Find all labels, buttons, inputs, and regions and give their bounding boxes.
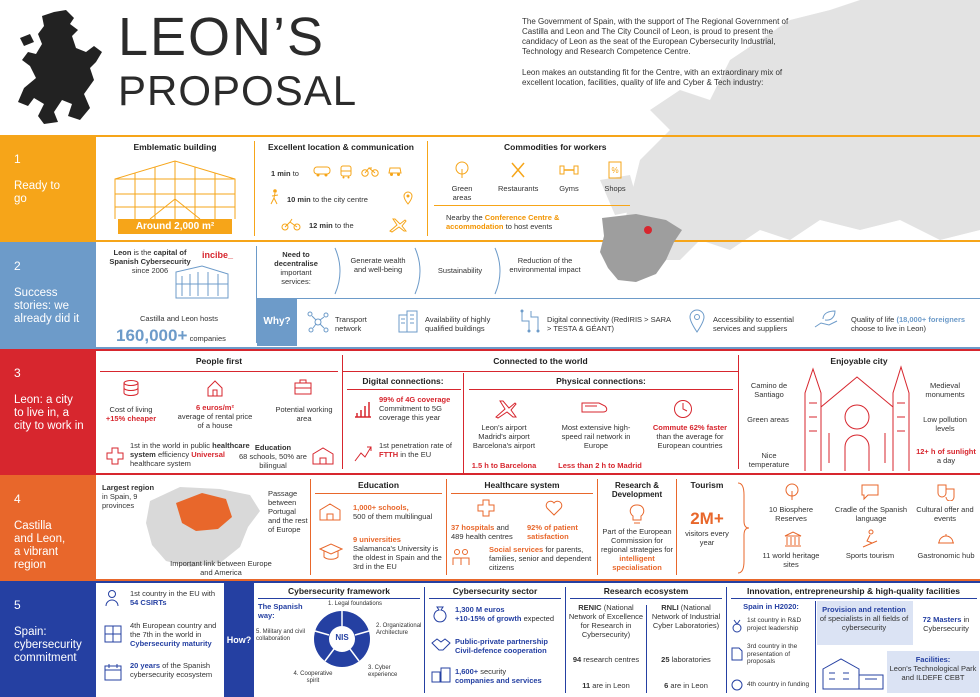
healthcare-text: 1st in the world in public healthcare system efficiency Universal healthcare system: [130, 441, 250, 468]
location-cell: [255, 137, 427, 240]
incibe-cell: [96, 242, 256, 347]
rnli-labs: 25 laboratories: [661, 655, 711, 664]
region-cell: [96, 475, 310, 579]
dumbbell-icon: [558, 161, 580, 179]
health-cross-icon: [477, 499, 495, 517]
enjoy-pollution: Low pollution levels: [923, 415, 967, 433]
health-cross-icon: [106, 447, 124, 465]
enjoy-sunlight: 12+ h of sunlight a day: [916, 447, 976, 465]
speech-bubble-icon: [860, 483, 880, 501]
theatre-masks-icon: [936, 483, 956, 501]
fw-architecture: 2. Organizational Architecture: [376, 623, 422, 636]
incibe-logo: incibe_: [202, 250, 234, 260]
lion-logo: [14, 8, 106, 126]
calendar-icon: [104, 663, 122, 681]
renic-leon: 11 are in Leon: [582, 681, 630, 690]
sector-partnership: Public-private partnership Civil-defence cooperation: [455, 637, 548, 655]
funding-icon: [731, 679, 743, 691]
companies-icon: [431, 667, 451, 683]
enjoy-temperature: Nice temperature: [748, 451, 790, 469]
tourism-items: [752, 475, 980, 579]
renic-centres: 94 research centres: [572, 655, 640, 664]
fiber-arrow-icon: [353, 443, 373, 463]
fw-cooperative: 4. Cooperative spirit: [293, 671, 333, 684]
connected-cell: [343, 351, 738, 473]
4g-coverage: 99% of 4G coverage Commitment to 5G coverage this year: [379, 395, 451, 422]
tree-icon: [784, 483, 800, 501]
rental-price: 6 euros/m² average of rental price of a house: [177, 403, 253, 430]
rnli-text: RNLI (National Network of Industrial Cyber Laboratories): [651, 603, 721, 630]
network-icon: [307, 311, 329, 333]
barcelona-time: 1.5 h to Barcelona: [471, 461, 537, 470]
framework-title: Cybersecurity framework: [287, 586, 391, 596]
handshake-icon: [431, 637, 451, 653]
location-1min: 1 min to: [271, 169, 299, 178]
section-title: Spain: cybersecurity commitment: [14, 626, 82, 664]
network-grid-icon: [104, 625, 122, 643]
america-link: Important link between Europe and America: [170, 559, 272, 577]
buildings-icon: [397, 309, 419, 333]
tourism-title: Tourism: [690, 480, 724, 490]
skier-icon: [862, 529, 878, 549]
section-number: 2: [14, 259, 21, 273]
satisfaction-text: 92% of patient satisfaction: [527, 523, 578, 541]
provision-text: Provision and retention of specialists in all fields of cybersecurity: [819, 605, 909, 632]
education-cell: [311, 475, 446, 579]
row-success-stories: [96, 242, 980, 349]
section-3-band: [0, 349, 96, 475]
flow-sustainability: Sustainability: [437, 266, 483, 275]
tour-language: Cradle of the Spanish language: [834, 505, 908, 523]
commodity-shops: % Shops: [600, 161, 630, 202]
maturity-text: 4th European country and the 7th in the world in Cybersecurity maturity: [130, 621, 217, 648]
why-buildings: Availability of highly qualified buildings: [425, 315, 491, 333]
schools-text: 1,000+ schools, 500 of them multilingual: [353, 503, 433, 521]
tourism-cell: [677, 475, 737, 579]
madrid-time: Less than 2 h to Madrid: [558, 461, 642, 470]
airplane-icon: [495, 399, 517, 419]
food-dish-icon: [936, 531, 956, 547]
section-4-band: [0, 475, 96, 581]
location-title: Excellent location & communication: [268, 142, 414, 152]
cutlery-icon: [509, 161, 527, 179]
person-icon: [104, 589, 120, 607]
section-5-band: [0, 581, 96, 697]
why-connectivity: Digital connectivity (RedIRIS > SARA > TESTA & GÉANT): [547, 315, 671, 333]
sector-companies: 1,600+ security companies and services: [455, 667, 542, 685]
page-title-line2: PROPOSAL: [118, 67, 358, 114]
section-2-band: [0, 242, 96, 349]
tourism-visitors-text: visitors every year: [685, 529, 729, 547]
passage-text: Passage between Portugal and the rest of Europe: [268, 489, 308, 534]
family-icon: [451, 547, 471, 567]
research-cell: [566, 583, 726, 697]
section-title: Success stories: we already did it: [14, 287, 80, 325]
enjoyable-city-cell: [739, 351, 980, 473]
clock-icon: [673, 399, 693, 419]
location-pin-icon: [689, 309, 705, 333]
car-icon: [387, 165, 403, 179]
masters-text: 72 Masters in Cybersecurity: [922, 615, 970, 633]
transport-icons: [313, 165, 403, 179]
universities-text: 9 universities Salamanca's University is the oldest in Spain and the 3rd in the EU: [353, 535, 442, 571]
facilities-text: Facilities: Leon's Technological Park and ILDEFE CEBT: [889, 655, 977, 682]
fw-military: 5. Military and civil collaboration: [256, 629, 306, 642]
section-number: 3: [14, 366, 21, 380]
commodities-title: Commodities for workers: [504, 142, 607, 152]
bus-icon: [339, 165, 353, 179]
signal-icon: [353, 399, 373, 419]
people-first-title: People first: [195, 356, 243, 366]
commodity-gyms: Gyms: [554, 161, 584, 202]
coins-icon: [122, 379, 140, 397]
section-number: 1: [14, 152, 21, 166]
house-icon: [206, 379, 224, 397]
rd-text: Part of the European Commission for regional strategies for intelligent specialisation: [600, 527, 674, 572]
page-title-line1: LEON’S: [118, 7, 326, 67]
lightbulb-icon: [628, 503, 646, 525]
commodity-green-areas: Green areas: [442, 161, 482, 202]
enjoy-green-areas: Green areas: [747, 415, 789, 424]
education-title: Education: [357, 480, 400, 490]
sector-cell: [425, 583, 565, 697]
cost-of-living: Cost of living +15% cheaper: [105, 405, 157, 423]
location-pin-icon: [403, 191, 413, 205]
section-title: Ready to go: [14, 180, 61, 205]
companies-stat: 160,000+ companies: [116, 326, 226, 345]
healthcare-cell: [447, 475, 597, 579]
conference-text: Nearby the Conference Centre & accommodation to host events: [446, 213, 560, 231]
rnli-leon: 6 are in Leon: [664, 681, 708, 690]
commute-text: Commute 62% faster than the average for European countries: [652, 423, 728, 450]
high-speed-train-icon: [581, 401, 609, 415]
framework-cell: [254, 583, 424, 697]
fw-legal: 1. Legal foundations: [328, 601, 383, 607]
walking-icon: [269, 189, 281, 205]
innovation-cell: [727, 583, 980, 697]
h2020-title: Spain in H2020:: [743, 602, 799, 611]
enjoyable-title: Enjoyable city: [830, 356, 888, 366]
physical-title: Physical connections:: [556, 376, 646, 386]
hosts-text: Castilla and Leon hosts: [140, 314, 218, 323]
building-area-badge: Around 2,000 m²: [118, 219, 232, 234]
why-quality-of-life: Quality of life (18,000+ foreigners choose to live in Leon): [851, 315, 966, 333]
school-icon: [312, 445, 334, 465]
row-ready-to-go: [96, 135, 980, 242]
building-illustration: [110, 159, 240, 221]
connected-title: Connected to the world: [493, 356, 588, 366]
row-spain-commitment: [96, 581, 980, 697]
largest-region: Largest region in Spain, 9 provinces: [102, 483, 155, 510]
ftth-penetration: 1st penetration rate of FTTH in the EU: [379, 441, 452, 459]
tech-park-illustration: [821, 655, 885, 691]
region-map: [140, 481, 270, 571]
social-services: Social services for parents, families, senior and dependent citizens: [489, 545, 592, 572]
digital-title: Digital connections:: [362, 376, 444, 386]
tour-culture: Cultural offer and events: [916, 505, 974, 523]
svg-text:%: %: [611, 166, 619, 175]
working-area: Potential working area: [275, 405, 333, 423]
tour-gastronomy: Gastronomic hub: [917, 551, 975, 560]
renic-text: RENIC (National Network of Excellence for Research in Cybersecurity): [568, 603, 644, 639]
why-items: [297, 298, 980, 346]
csirt-text: 1st country in the EU with 54 CSIRTs: [130, 589, 216, 607]
section-title: Leon: a city to live in, a city to work in: [14, 394, 84, 432]
intro-paragraph-2: Leon makes an outstanding fit for the Centre, with an extraordinary mix of excellent location, facilities, quality of life and Cyber & Tech industry:: [522, 68, 783, 87]
intro-paragraph-1: The Government of Spain, with the support of The Regional Government of Castilla and Leon and The City Council of Leon, is proud to present the candidacy of Leon as the seat of the European Cybersecurity Industrial, Technology and Research Competence Centre.: [522, 17, 789, 56]
h2020-4: 4th country in funding: [747, 681, 810, 688]
section-1-band: [0, 135, 96, 242]
document-icon: [731, 647, 743, 661]
spanish-way: The Spanish way:: [258, 602, 303, 620]
ecosystem-text: 20 years of the Spanish cybersecurity ecosystem: [130, 661, 213, 679]
section-number: 4: [14, 492, 21, 506]
cyclist-icon: [281, 217, 301, 231]
research-dev-cell: [598, 475, 676, 579]
tour-heritage: 11 world heritage sites: [762, 551, 820, 569]
bicycle-icon: [361, 165, 379, 179]
flow-wealth: Generate wealth and well-being: [350, 256, 406, 274]
tour-biosphere: 10 Biosphere Reserves: [768, 505, 814, 523]
section-title: Castilla and Leon, a vibrant region: [14, 520, 66, 571]
tourism-brace: [736, 481, 750, 575]
h2020-1: 1st country in R&D project leadership: [747, 617, 802, 632]
sector-title: Cybersecurity sector: [452, 586, 538, 596]
research-title: Research ecosystem: [603, 586, 689, 596]
tourism-visitors-number: 2M+: [690, 509, 724, 528]
enjoy-camino: Camino de Santiago: [750, 381, 788, 399]
train-icon: [313, 165, 331, 179]
shop-tag-icon: [607, 161, 623, 179]
education-text: Education 68 schools, 50% are bilingual: [239, 443, 307, 470]
leon-capital-text: Leon is the capital of Spanish Cybersecurity since 2006: [109, 248, 191, 275]
medal-icon: [731, 619, 743, 633]
graduation-cap-icon: [319, 543, 343, 561]
heart-icon: [545, 499, 563, 517]
enjoy-monuments: Medieval monuments: [925, 381, 965, 399]
fw-experience: 3. Cyber experience: [368, 665, 398, 678]
why-transport: Transport network: [335, 315, 367, 333]
healthcare-title: Healthcare system: [484, 480, 560, 490]
intro-text: [522, 17, 792, 88]
hand-leaf-icon: [813, 309, 839, 333]
heritage-columns-icon: [784, 531, 802, 547]
decentralise-cell: [257, 242, 587, 296]
location-10min: 10 min to the city centre: [287, 195, 368, 204]
tree-icon: [453, 161, 471, 179]
innovation-title: Innovation, entrepreneurship & high-quality facilities: [747, 586, 960, 596]
sector-money: 1,300 M euros +10-15% of growth expected: [455, 605, 555, 623]
incibe-building-illustration: [172, 262, 232, 300]
commodities-list: [442, 161, 630, 202]
commodity-restaurants: Restaurants: [498, 161, 538, 202]
h2020-3: 3rd country in the presentation of proposals: [747, 643, 798, 665]
building-cell: [96, 137, 254, 240]
hospitals-text: 37 hospitals and 489 health centres: [451, 523, 513, 541]
decentralise-text: Need to decentralise important services:: [274, 250, 318, 286]
rd-title: Research & Development: [611, 481, 663, 500]
why-accessibility: Accessibility to essential services and suppliers: [713, 315, 794, 333]
flow-reduction: Reduction of the environmental impact: [509, 256, 581, 274]
money-bag-icon: [431, 605, 449, 623]
row-castilla-leon: [96, 475, 980, 581]
airplane-icon: [389, 217, 407, 233]
people-first-cell: [96, 351, 342, 473]
location-12min: 12 min to the: [309, 221, 354, 230]
spain-stats-cell: [96, 583, 224, 697]
rail-network: Most extensive high-speed rail network in Europe: [561, 423, 631, 450]
how-label: How?: [224, 583, 254, 697]
building-title: Emblematic building: [133, 142, 217, 152]
nis-label: NIS: [335, 633, 349, 642]
school-icon: [319, 501, 341, 521]
cathedral-illustration: [795, 353, 919, 473]
why-label: Why?: [257, 298, 297, 346]
tour-sports: Sports tourism: [845, 551, 895, 560]
row-leon-city: [96, 349, 980, 475]
section-number: 5: [14, 598, 21, 612]
circuit-icon: [519, 309, 541, 333]
briefcase-icon: [294, 379, 312, 395]
airports-text: Leon's airport Madrid's airport Barcelona's airport: [472, 423, 536, 450]
